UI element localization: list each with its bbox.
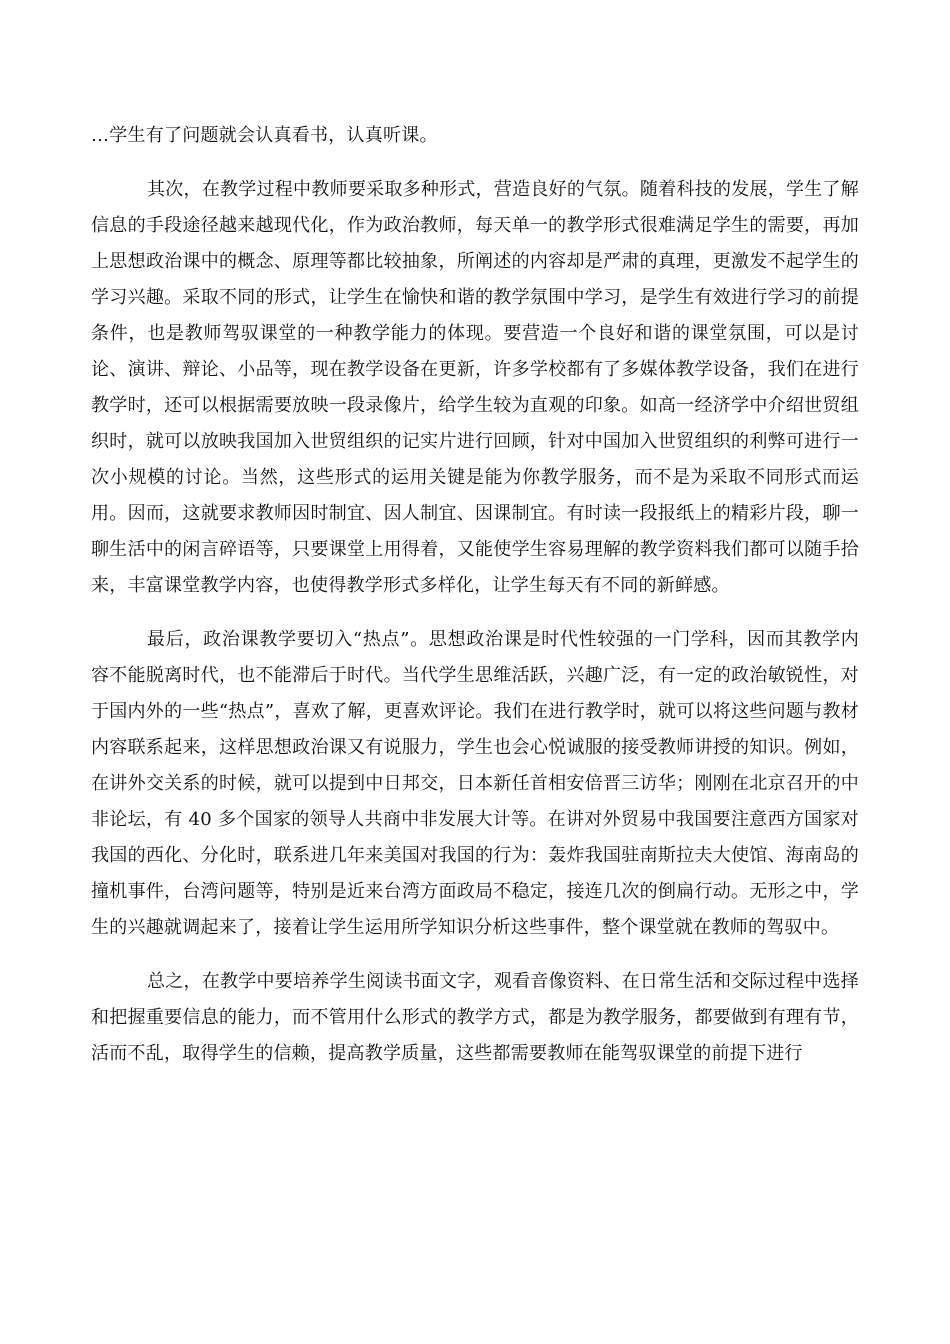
paragraph-continued: …学生有了问题就会认真看书，认真听课。	[91, 125, 438, 146]
paragraph-teaching-forms: 其次，在教学过程中教师要采取多种形式，营造良好的气氛。随着科技的发展，学生了解信息的手段途径越来越现代化，作为政治教师，每天单一的教学形式很难满足学生的需要，再加上思想政治课中的概念、原理等都比较抽象，所阐述的内容却是严肃的真理，更激发不起学生的学习兴趣。采取不同的形式，让学生在愉快和谐的教学氛围中学习，是学生有效进行学习的前提条件，也是教师驾驭课堂的一种教学能力的体现。要营造一个良好和谐的课堂氛围，可以是讨论、演讲、辩论、小品等，现在教学设备在更新，许多学校都有了多媒体教学设备，我们在进行教学时，还可以根据需要放映一段录像片，给学生较为直观的印象。如高一经济学中介绍世贸组织时，就可以放映我国加入世贸组织的记实片进行回顾，针对中国加入世贸组织的利弊可进行一次小规模的讨论。当然，这些形式的运用关键是能为你教学服务，而不是为采取不同形式而运用。因而，这就要求教师因时制宜、因人制宜、因课制宜。有时读一段报纸上的精彩片段，聊一聊生活中的闲言碎语等，只要课堂上用得着，又能使学生容易理解的教学资料我们都可以随手拾来，丰富课堂教学内容，也使得教学形式多样化，让学生每天有不同的新鲜感。	[91, 179, 859, 596]
paragraph-hot-topics: 最后，政治课教学要切入“热点”。思想政治课是时代性较强的一门学科，因而其教学内容不能脱离时代，也不能滞后于时代。当代学生思维活跃，兴趣广泛，有一定的政治敏锐性，对于国内外的一些“热点”，喜欢了解，更喜欢评论。我们在进行教学时，就可以将这些问题与教材内容联系起来，这样思想政治课又有说服力，学生也会心悦诚服的接受教师讲授的知识。例如，在讲外交关系的时候，就可以提到中日邦交，日本新任首相安倍晋三访华；刚刚在北京召开的中非论坛，有 40 多个国家的领导人共商中非发展大计等。在讲对外贸易中我国要注意西方国家对我国的西化、分化时，联系进几年来美国对我国的行为：轰炸我国驻南斯拉夫大使馆、海南岛的撞机事件，台湾问题等，特别是近来台湾方面政局不稳定，接连几次的倒扁行动。无形之中，学生的兴趣就调起来了，接着让学生运用所学知识分析这些事件，整个课堂就在教师的驾驭中。	[91, 629, 859, 938]
document-body	[91, 118, 859, 1072]
paragraph-conclusion: 总之，在教学中要培养学生阅读书面文字，观看音像资料、在日常生活和交际过程中选择和把握重要信息的能力，而不管用什么形式的教学方式，都是为教学服务，都要做到有理有节，活而不乱，取得学生的信赖，提高教学质量，这些都需要教师在能驾驭课堂的前提下进行	[91, 971, 859, 1064]
